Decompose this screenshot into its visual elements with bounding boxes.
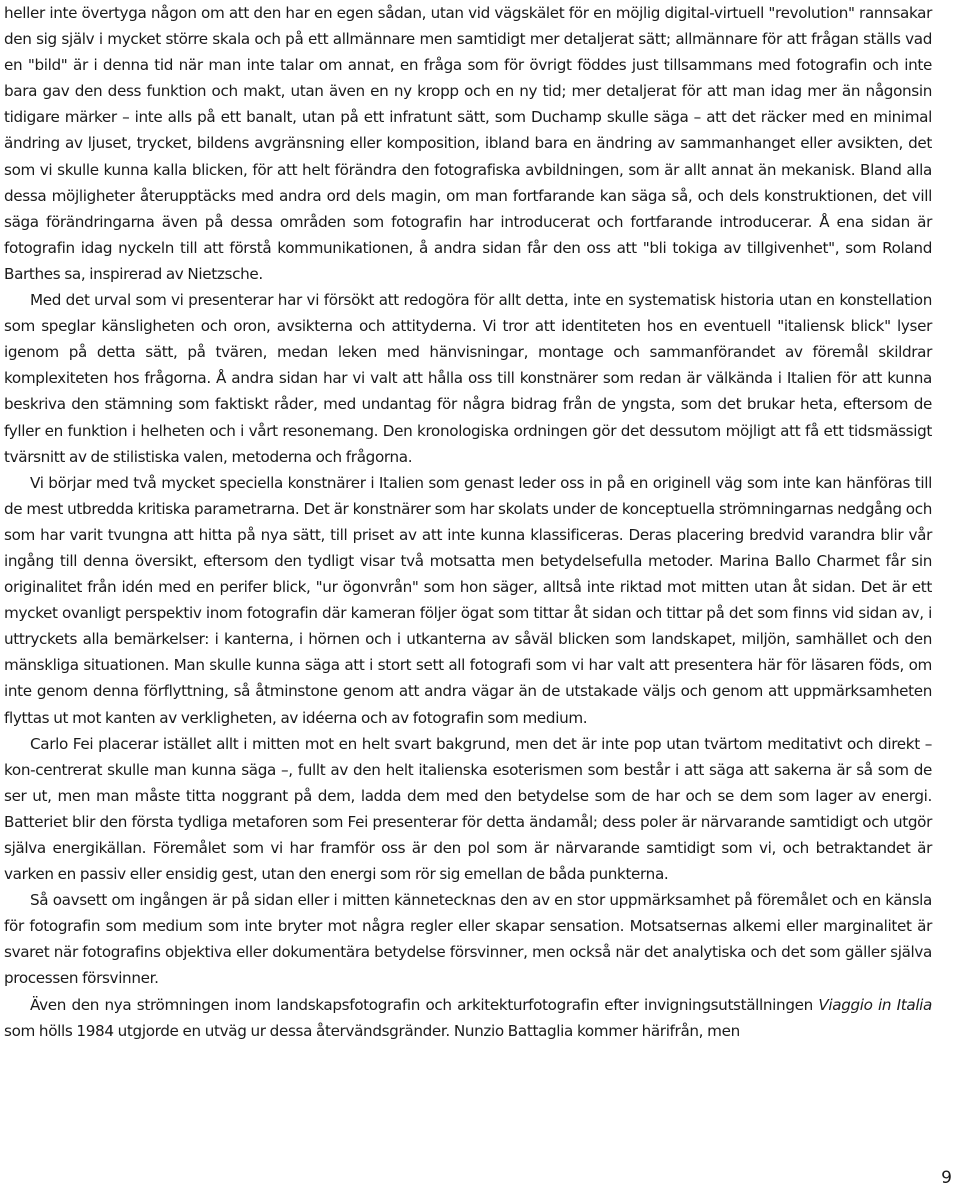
paragraph-1: heller inte övertyga någon om att den har en egen sådan, utan vid vägskälet för en möjlig digital-virtuell "revolution" rannsakar den sig själv i mycket större skala och på ett allmännare men samtidigt mer detaljerat sätt; allmännare för att frågan ställs vad en "bild" är i denna tid när man inte talar om annat, en fråga som för övrigt föddes just tillsammans med fotografin och inte bara gav den dess funktion och makt, utan även en ny kropp och en ny tid; mer detaljerat för att man idag mer än någonsin tidigare märker – inte alls på ett banalt, utan på ett infratunt sätt, som Duchamp skulle säga – att det räcker med en minimal ändring av ljuset, trycket, bildens avgränsning eller komposition, ibland bara en ändring av sammanhanget eller avsikten, det som vi skulle kunna kalla blicken, för att helt förändra den fotografiska avbildningen, som är allt annat än mekanisk. Bland alla dessa möjligheter återupptäcks med andra ord dels magin, om man fortfarande kan säga så, och dels konstruktionen, det vill säga förändringarna även på dessa områden som fotografin har introducerat och fortfarande introducerar. Å ena sidan är fotografin idag nyckeln till att förstå kommunikationen, å andra sidan får den oss att "bli tokiga av tillgivenhet", som Roland Barthes sa, inspirerad av Nietzsche. (4, 4, 932, 283)
paragraph-4: Carlo Fei placerar istället allt i mitten mot en helt svart bakgrund, men det är inte pop utan tvärtom meditativt och direkt – kon-centrerat skulle man kunna säga –, fullt av den helt italienska esoterismen som består i att säga att sakerna är så som de ser ut, men man måste titta noggrant på dem, ladda dem med den betydelse som de har och se dem som lager av energi. Batteriet blir den första tydliga metaforen som Fei presenterar för detta ändamål; dess poler är närvarande samtidigt och utgör själva energikällan. Föremålet som vi har framför oss är den pol som är närvarande samtidigt som vi, och betraktandet är varken en passiv eller ensidig gest, utan den energi som rör sig emellan de båda punkterna. (4, 734, 932, 884)
page-number: 9 (941, 1168, 952, 1188)
body-text (4, 0, 932, 1044)
paragraph-5: Så oavsett om ingången är på sidan eller i mitten kännetecknas den av en stor uppmärksamhet på föremålet och en känsla för fotografin som medium som inte bryter mot några regler eller skapar sensation. Motsatsernas alkemi eller marginalitet är svaret när fotografins objektiva eller dokumentära betydelse försvinner, men också när det analytiska och det som gäller själva processen försvinner. (4, 891, 932, 988)
paragraph-6-before: Även den nya strömningen inom landskapsfotografin och arkitekturfotografin efter invigningsutställningen (30, 995, 819, 1014)
paragraph-6 (4, 992, 932, 1044)
paragraph-3: Vi börjar med två mycket speciella konstnärer i Italien som genast leder oss in på en originell väg som inte kan hänföras till de mest utbredda kritiska parametrarna. Det är konstnärer som har skolats under de konceptuella strömningarnas nedgång och som har varit tvungna att hitta på nya sätt, till priset av att inte kunna klassificeras. Deras placering bredvid varandra blir vår ingång till denna översikt, eftersom den tydligt visar två motsatta men betydelsefulla metoder. Marina Ballo Charmet får sin originalitet från idén med en perifer blick, "ur ögonvrån" som hon säger, alltså inte riktad mot mitten utan åt sidan. Det är ett mycket ovanligt perspektiv inom fotografin där kameran följer ögat som tittar åt sidan och tittar på det som finns vid sidan av, i uttryckets alla bemärkelser: i kanterna, i hörnen och i utkanterna av såväl blicken som landskapet, miljön, samhället och den mänskliga situationen. Man skulle kunna säga att i stort sett all fotografi som vi har valt att presentera här för läsaren föds, om inte genom denna förflyttning, så åtminstone genom att andra vägar än de utstakade väljs och genom att uppmärksamheten flyttas ut mot kanten av verkligheten, av idéerna och av fotografin som medium. (4, 473, 932, 727)
paragraph-6-after: som hölls 1984 utgjorde en utväg ur dessa återvändsgränder. Nunzio Battaglia kommer härifrån, men (4, 1021, 740, 1040)
exhibition-title: Viaggio in Italia (818, 995, 933, 1014)
paragraph-2: Med det urval som vi presenterar har vi försökt att redogöra för allt detta, inte en systematisk historia utan en konstellation som speglar känsligheten och oron, avsikterna och attityderna. Vi tror att identiteten hos en eventuell "italiensk blick" lyser igenom på detta sätt, på tvären, medan leken med hänvisningar, montage och sammanförandet av föremål skildrar komplexiteten hos frågorna. Å andra sidan har vi valt att hålla oss till konstnärer som redan är välkända i Italien för att kunna beskriva den stämning som faktiskt råder, med undantag för några bidrag från de yngsta, som det brukar heta, eftersom de fyller en funktion i helheten och i vårt resonemang. Den kronologiska ordningen gör det dessutom möjligt att få ett tidsmässigt tvärsnitt av de stilistiska valen, metoderna och frågorna. (4, 291, 932, 466)
